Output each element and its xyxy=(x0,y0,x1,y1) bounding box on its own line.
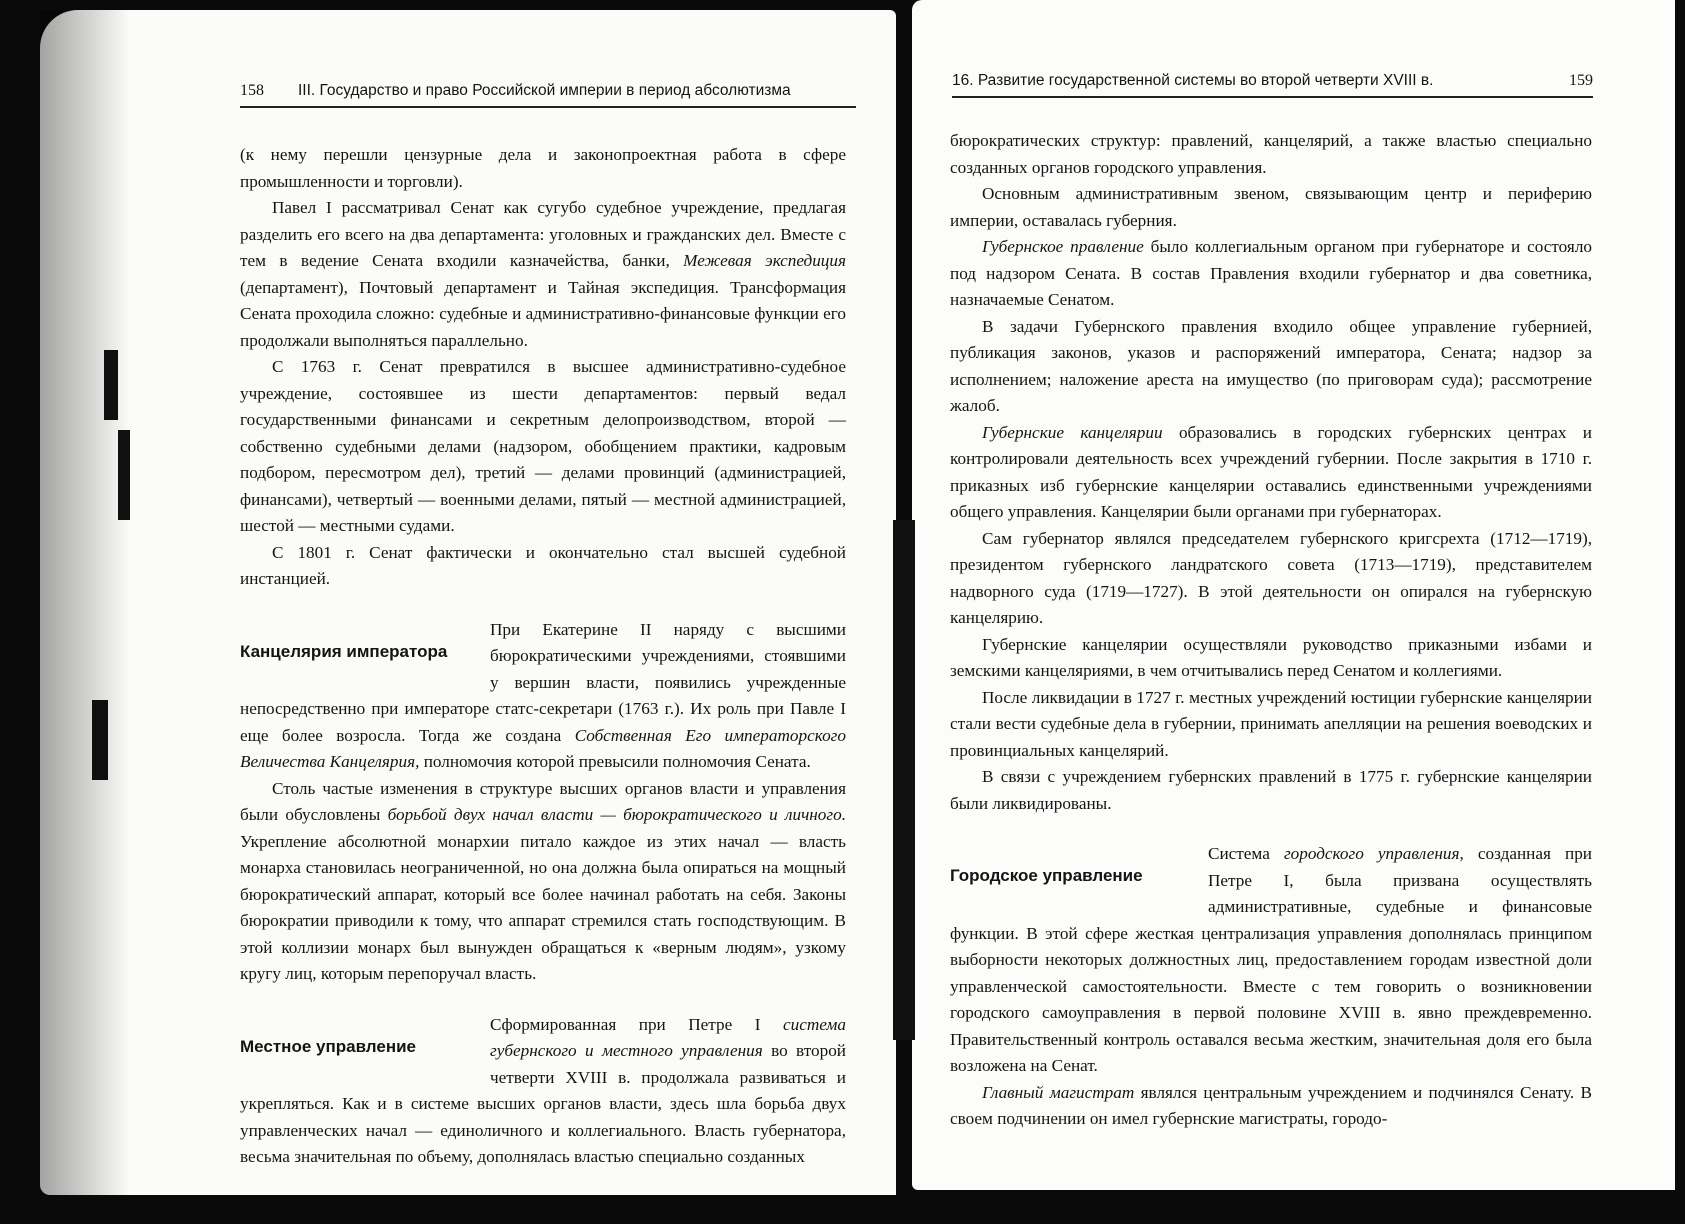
page-header xyxy=(952,72,1593,98)
text-run: созданная при Петре I, была призвана осуществлять административные, судебные и финансовые функции. В этой сфере жесткая централизация управления дополнялась принципом выборности некоторых должностных лиц, предоставлением городам известной доли управленческой самостоятельности. Вместе с тем говорить о возникновении городского самоуправления в первой половине XVIII в. явно преждевременно. Правительственный контроль оставался весьма жестким, значительная доля его была возложена на Сенат. xyxy=(950,844,1592,1075)
section-heading: Городское управление xyxy=(950,866,1143,885)
paragraph: (к нему перешли цензурные дела и законопроектная работа в сфере промышленности и торговли). xyxy=(240,145,846,191)
italic-term: борьбой двух начал власти — бюрократического и личного. xyxy=(387,805,846,824)
section-heading: Местное управление xyxy=(240,1036,416,1056)
paragraph xyxy=(240,776,846,988)
paragraph: С 1801 г. Сенат фактически и окончательно стал высшей судебной инстанцией. xyxy=(240,542,846,588)
text-run: Столь частые изменения в структуре высших органов власти и управления были обусловлены xyxy=(240,778,846,824)
text-run: являлся центральным учреждением и подчинялся Сенату. В своем подчинении он имел губернские магистраты, городо- xyxy=(950,1082,1592,1128)
paragraph xyxy=(240,195,846,354)
italic-term: система губернского и местного управления xyxy=(490,1014,846,1060)
section-local-government xyxy=(240,1012,846,1171)
running-title: 16. Развитие государственной системы во второй четверти XVIII в. xyxy=(952,72,1434,89)
text-run: Сформированная при Петре I xyxy=(490,1014,783,1034)
paragraph: Сам губернатор являлся председателем губернского кригсрехта (1712—1719), президентом губернского ландратского совета (1713—1719), представителем надворного суда (1719—1727). В этой деятельности он опирался на губернскую канцелярию. xyxy=(950,528,1592,627)
text-run: полномочия которой превысили полномочия Сената. xyxy=(423,752,811,771)
italic-term: Губернское правление xyxy=(982,237,1151,256)
left-page xyxy=(40,10,896,1195)
paragraph xyxy=(950,420,1592,526)
body-text xyxy=(950,128,1592,1133)
body-text xyxy=(240,142,846,1171)
text-run: (департамент), Почтовый департамент и Тайная экспедиция. Трансформация Сената проходила сложно: судебные и административно-финансовые функции его продолжали выполняться параллельно. xyxy=(240,277,846,350)
right-page xyxy=(912,0,1675,1190)
gutter-shadow xyxy=(893,520,915,1040)
section-chancellery xyxy=(240,617,846,988)
section-heading: Канцелярия императора xyxy=(240,641,448,661)
paragraph: бюрократических структур: правлений, канцелярий, а также властью специально созданных органов городского управления. xyxy=(950,131,1592,177)
page-number: 159 xyxy=(1569,72,1593,89)
text-run: При Екатерине II наряду с высшими бюрократическими учреждениями, стоявшими у вершин власти, появились учрежденные непосредственно при императоре статс-секретари (1763 г.). Их роль при Павле I еще более возросла. Тогда же создана xyxy=(240,619,846,745)
text-run: образовались в городских губернских центрах и контролировали деятельность всех учреждений губернии. После закрытия в 1710 г. приказных изб губернские канцелярии оставались единственными учреждениями общего управления. Канцелярии были органами при губернаторах. xyxy=(950,422,1593,521)
paragraph: Основным административным звеном, связывающим центр и периферию империи, оставалась губерния. xyxy=(950,184,1592,230)
text-run: во второй четверти XVIII в. продолжала развиваться и укрепляться. Как и в системе высших органов власти, здесь шла борьба двух управленческих начал — единоличного и коллегиального. Власть губернатора, весьма значительная по объему, дополнялась властью специально созданных xyxy=(240,1041,846,1166)
italic-term: Межевая экспедиция xyxy=(683,251,846,270)
text-run: Укрепление абсолютной монархии питало каждое из этих начал — власть монарха становилась неограниченной, но она должна была опираться на мощный бюрократический аппарат, который все более начинал работать на себя. Законы бюрократии приводили к тому, что аппарат стремился стать господствующим. В этой коллизии монарх был вынужден обращаться к «верным людям», узкому кругу лиц, которым перепоручал власть. xyxy=(240,831,846,983)
page-header xyxy=(240,82,856,108)
italic-term: Собственная Его императорского Величества Канцелярия, xyxy=(240,725,846,771)
paragraph: Губернские канцелярии осуществляли руководство приказными избами и земскими канцеляриями, в чем отчитывались перед Сенатом и коллегиями. xyxy=(950,634,1592,680)
paragraph xyxy=(950,1080,1592,1133)
paragraph: После ликвидации в 1727 г. местных учреждений юстиции губернские канцелярии стали вести судебные дела в губернии, принимать апелляции на решения воеводских и провинциальных канцелярий. xyxy=(950,687,1592,760)
italic-term: Главный магистрат xyxy=(982,1082,1141,1102)
italic-term: Губернские канцелярии xyxy=(982,422,1179,442)
text-run: Павел I рассматривал Сенат как сугубо судебное учреждение, предлагая разделить его всего на два департамента: уголовных и гражданских дел. Вместе с тем в ведение Сената входили казначейства, банки, xyxy=(240,198,846,270)
paragraph: В связи с учреждением губернских правлений в 1775 г. губернские канцелярии были ликвидированы. xyxy=(950,767,1592,813)
paragraph: В задачи Губернского правления входило общее управление губернией, публикация законов, указов и распоряжений императора, Сената; надзор за исполнением; наложение ареста на имущество (по приговорам суда); рассмотрение жалоб. xyxy=(950,316,1592,415)
text-run: было коллегиальным органом при губернаторе и состояло под надзором Сената. В состав Правления входили губернатор и два советника, назначаемые Сенатом. xyxy=(950,237,1592,309)
italic-term: городского управления, xyxy=(1283,844,1478,863)
page-number: 158 xyxy=(240,82,264,99)
scan-shadow xyxy=(40,10,130,1195)
text-run: Система xyxy=(1208,844,1284,863)
paragraph xyxy=(950,234,1592,314)
section-city-government xyxy=(950,841,1592,1133)
running-title: III. Государство и право Российской империи в период абсолютизма xyxy=(298,82,791,99)
paragraph: С 1763 г. Сенат превратился в высшее административно-судебное учреждение, состоявшее из шести департаментов: первый ведал государственными финансами и секретным делопроизводством, второй — собственно судебными делами (надзором, обобщением практики, кадровым подбором, пересмотром дел), третий — делами провинций (администрацией, финансами), четвертый — военными делами, пятый — местной администрацией, шестой — местными судами. xyxy=(240,357,846,535)
